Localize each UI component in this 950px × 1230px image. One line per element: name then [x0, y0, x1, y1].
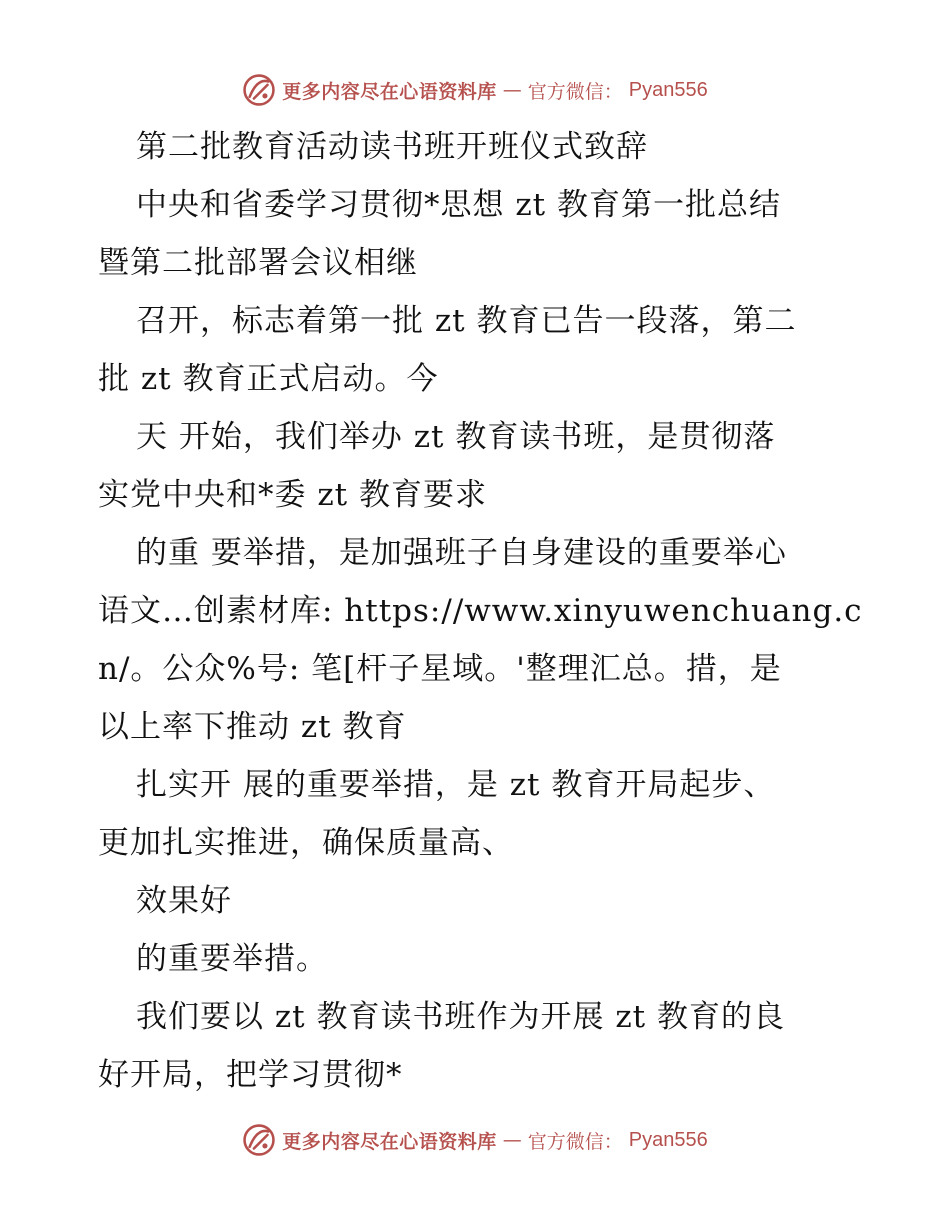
banner-wechat-id: Pyan556: [628, 1128, 708, 1151]
text-line: 的重要举措。: [136, 941, 328, 977]
text-line: 更加扎实推进，确保质量高、: [98, 825, 514, 861]
text-line: 扎实开 展的重要举措，是 zt 教育开局起步、: [136, 767, 776, 803]
banner-dash: —: [502, 79, 522, 101]
logo-icon: [242, 73, 276, 107]
text-line: n/。公众%号: 笔[杆子星域。'整理汇总。措，是: [98, 651, 782, 687]
text-line: 天 开始，我们举办 zt 教育读书班，是贯彻落: [136, 419, 776, 455]
text-line: 批 zt 教育正式启动。今: [98, 361, 439, 397]
banner-wechat-id: Pyan556: [628, 78, 708, 101]
text-line: 好开局，把学习贯彻*: [98, 1057, 403, 1093]
document-body: [98, 118, 863, 1104]
text-line: 实党中央和*委 zt 教育要求: [98, 477, 487, 513]
banner-wechat-label: 官方微信：: [527, 1130, 623, 1153]
text-line: 我们要以 zt 教育读书班作为开展 zt 教育的良: [136, 999, 785, 1035]
header-banner: [0, 70, 950, 110]
banner-text: 更多内容尽在心语资料库: [282, 80, 497, 103]
banner-wechat-label: 官方微信：: [527, 80, 623, 103]
text-line: 以上率下推动 zt 教育: [98, 709, 407, 745]
text-line: 的重 要举措，是加强班子自身建设的重要举心: [136, 535, 787, 571]
banner-text: 更多内容尽在心语资料库: [282, 1130, 497, 1153]
text-line: 语文…创素材库: https://www.xinyuwenchuang.c: [98, 593, 863, 629]
text-line: 中央和省委学习贯彻*思想 zt 教育第一批总结: [136, 187, 781, 223]
logo-icon: [242, 1123, 276, 1157]
footer-banner: [0, 1120, 950, 1160]
banner-dash: —: [502, 1129, 522, 1151]
text-line: 效果好: [136, 883, 232, 919]
text-line: 暨第二批部署会议相继: [98, 245, 418, 281]
document-title: 第二批教育活动读书班开班仪式致辞: [136, 129, 648, 165]
text-line: 召开，标志着第一批 zt 教育已告一段落，第二: [136, 303, 797, 339]
